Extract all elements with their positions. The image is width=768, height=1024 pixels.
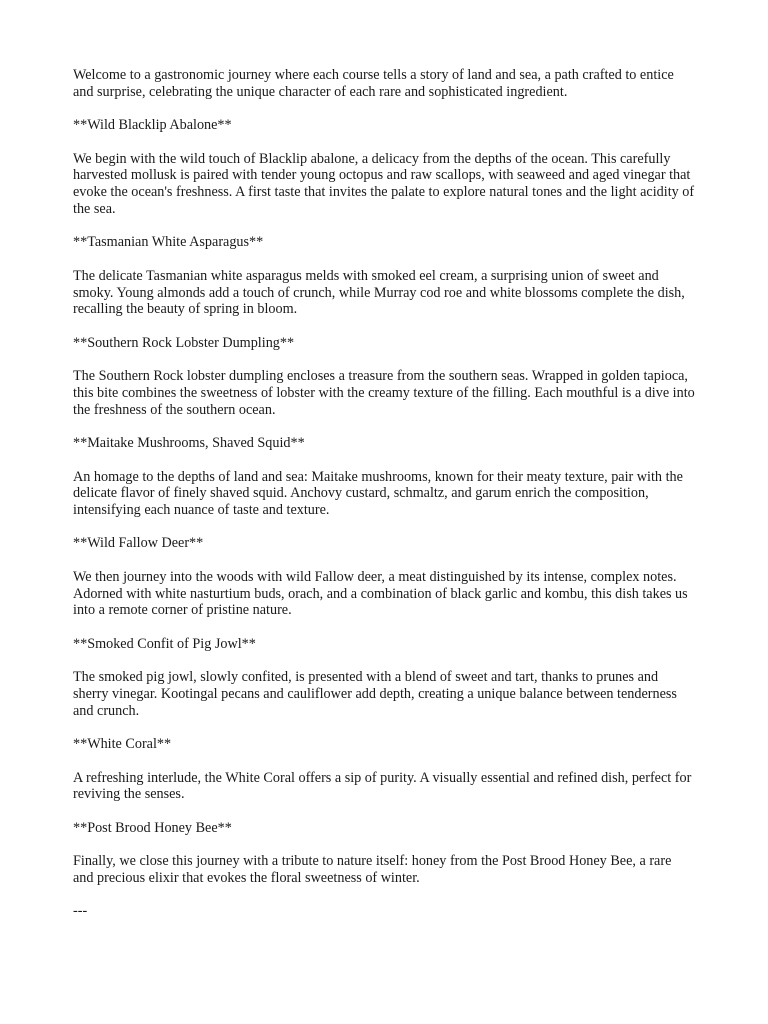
course-heading-honey-bee: **Post Brood Honey Bee** (73, 819, 232, 836)
course-text-asparagus: The delicate Tasmanian white asparagus melds with smoked eel cream, a surprising union of sweet and smoky. Young almonds add a touch of crunch, while Murray cod roe and white blossoms complete the dish, recalling the beauty of spring in bloom. (73, 267, 685, 318)
course-text-honey-bee: Finally, we close this journey with a tribute to nature itself: honey from the Post Brood Honey Bee, a rare and precious elixir that evokes the floral sweetness of winter. (73, 853, 672, 886)
course-heading-fallow-deer: **Wild Fallow Deer** (73, 535, 204, 552)
separator-line: --- (73, 903, 88, 920)
course-heading-lobster-dumpling: **Southern Rock Lobster Dumpling** (73, 334, 295, 351)
course-heading-abalone: **Wild Blacklip Abalone** (73, 117, 232, 134)
course-text-fallow-deer: We then journey into the woods with wild Fallow deer, a meat distinguished by its intense, complex notes. Adorned with white nasturtium buds, orach, and a combination of black garlic and kombu, this dish takes us into a remote corner of pristine nature. (73, 568, 688, 619)
course-heading-pig-jowl: **Smoked Confit of Pig Jowl** (73, 635, 256, 652)
course-text-abalone: We begin with the wild touch of Blacklip abalone, a delicacy from the depths of the ocean. This carefully harvested mollusk is paired with tender young octopus and raw scallops, with seaweed and aged vinegar that evoke the ocean's freshness. A first taste that invites the palate to explore natural tones and the light acidity of the sea. (73, 150, 695, 217)
intro-paragraph: Welcome to a gastronomic journey where each course tells a story of land and sea, a path crafted to entice and surprise, celebrating the unique character of each rare and sophisticated ingredient. (73, 67, 674, 100)
course-text-pig-jowl: The smoked pig jowl, slowly confited, is presented with a blend of sweet and tart, thanks to prunes and sherry vinegar. Kootingal pecans and cauliflower add depth, creating a unique balance between tenderness and crunch. (73, 669, 677, 719)
course-heading-maitake-squid: **Maitake Mushrooms, Shaved Squid** (73, 435, 305, 452)
course-text-white-coral: A refreshing interlude, the White Coral offers a sip of purity. A visually essential and refined dish, perfect for reviving the senses. (73, 769, 692, 803)
document-body (73, 67, 695, 937)
course-heading-asparagus: **Tasmanian White Asparagus** (73, 234, 264, 251)
course-text-lobster-dumpling: The Southern Rock lobster dumpling encloses a treasure from the southern seas. Wrapped in golden tapioca, this bite combines the sweetness of lobster with the creamy texture of the filling. Each mouthful is a dive into the freshness of the southern ocean. (73, 368, 695, 418)
course-heading-white-coral: **White Coral** (73, 736, 172, 753)
course-text-maitake-squid: An homage to the depths of land and sea: Maitake mushrooms, known for their meaty texture, pair with the delicate flavor of finely shaved squid. Anchovy custard, schmaltz, and garum enrich the composition, intensifying each nuance of taste and texture. (73, 468, 683, 519)
